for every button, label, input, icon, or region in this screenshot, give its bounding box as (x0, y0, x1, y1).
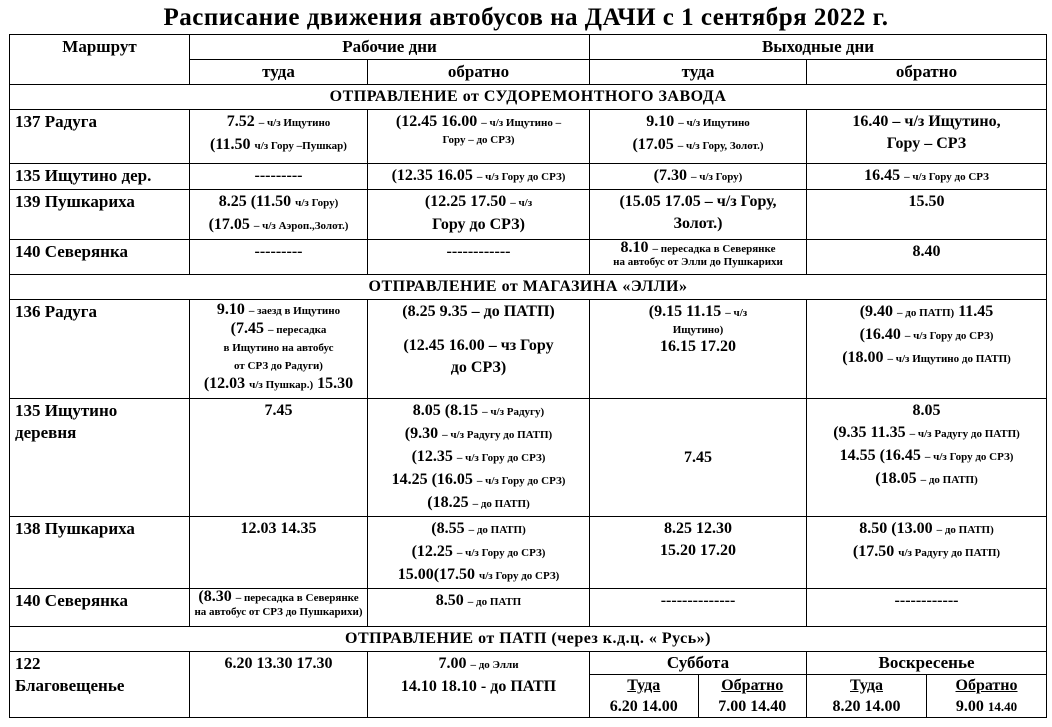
sat-there-times: 6.20 14.00 (609, 698, 678, 715)
cell-we-there: (9.15 11.15 – ч/з Ищутино) 16.15 17.20 (590, 300, 807, 399)
cell-saturday (590, 652, 807, 718)
sunday-table (807, 652, 1046, 717)
table-row (10, 110, 1047, 164)
cell-we-back: 8.50 (13.00 – до ПАТП) (17.50 ч/з Радугу до ПАТП) (807, 517, 1047, 589)
saturday-label: Суббота (590, 652, 806, 675)
header-weekends: Выходные дни (590, 35, 1047, 60)
route-name: 140 Северянка (10, 240, 190, 275)
cell-wd-back: (12.35 16.05 – ч/з Гору до СРЗ) (368, 164, 590, 190)
cell-wd-there: 7.45 (190, 399, 368, 517)
cell-we-there: 9.10 – ч/з Ищутино (17.05 – ч/з Гору, Золот.) (590, 110, 807, 164)
cell-wd-back: (8.55 – до ПАТП) (12.25 – ч/з Гору до СРЗ) 15.00(17.50 ч/з Гору до СРЗ) (368, 517, 590, 589)
cell-wd-back: ------------ (368, 240, 590, 275)
cell-wd-back: (12.45 16.00 – ч/з Ищутино – Гору – до СРЗ) (368, 110, 590, 164)
cell-we-there: 8.25 12.30 15.20 17.20 (590, 517, 807, 589)
table-row (10, 399, 1047, 517)
cell-sunday (807, 652, 1047, 718)
sun-back-label: Обратно (927, 675, 1047, 697)
route-name: 122 Благовещенье (10, 652, 190, 718)
header-wd-there: туда (190, 60, 368, 85)
section-elli: ОТПРАВЛЕНИЕ от МАГАЗИНА «ЭЛЛИ» (10, 275, 1047, 300)
cell-we-there: 7.45 (590, 399, 807, 517)
cell-we-back: (9.40 – до ПАТП) 11.45 (16.40 – ч/з Гору до СРЗ) (18.00 – ч/з Ищутино до ПАТП) (807, 300, 1047, 399)
table-row (10, 240, 1047, 275)
table-row (10, 300, 1047, 399)
header-route: Маршрут (10, 35, 190, 85)
header-weekdays: Рабочие дни (190, 35, 590, 60)
cell-wd-back: (8.25 9.35 – до ПАТП) (12.45 16.00 – чз Гору до СРЗ) (368, 300, 590, 399)
route-name: 136 Радуга (10, 300, 190, 399)
route-name: 138 Пушкариха (10, 517, 190, 589)
cell-wd-back: 7.00 – до Элли 14.10 18.10 - до ПАТП (368, 652, 590, 718)
sun-there-label: Туда (850, 677, 883, 694)
sun-there-times: 8.20 14.00 (832, 698, 901, 715)
cell-we-back: 8.40 (807, 240, 1047, 275)
cell-we-there: (15.05 17.05 – ч/з Гору, Золот.) (590, 190, 807, 240)
sat-there-label: Туда (627, 677, 661, 694)
header-wd-back: обратно (368, 60, 590, 85)
cell-wd-back: (12.25 17.50 – ч/з Гору до СРЗ) (368, 190, 590, 240)
route-name: 140 Северянка (10, 589, 190, 627)
table-row (10, 652, 1047, 718)
sat-back-label: Обратно (698, 675, 806, 697)
cell-we-there: -------------- (590, 589, 807, 627)
section-srz: ОТПРАВЛЕНИЕ от СУДОРЕМОНТНОГО ЗАВОДА (10, 85, 1047, 110)
route-name: 137 Радуга (10, 110, 190, 164)
table-row (10, 164, 1047, 190)
cell-wd-back: 8.05 (8.15 – ч/з Радугу) (9.30 – ч/з Радугу до ПАТП) (12.35 – ч/з Гору до СРЗ) 14.25 (16.05 – ч/з Гору до СРЗ) (18.25 – до ПАТП) (368, 399, 590, 517)
route-name: 135 Ищутино дер. (10, 164, 190, 190)
page-title: Расписание движения автобусов на ДАЧИ с 1 сентября 2022 г. (163, 4, 889, 31)
cell-we-there: (7.30 – ч/з Гору) (590, 164, 807, 190)
cell-wd-there: (8.30 – пересадка в Северянке на автобус от СРЗ до Пушкарихи) (190, 589, 368, 627)
cell-wd-there: --------- (190, 240, 368, 275)
cell-wd-there: 6.20 13.30 17.30 (190, 652, 368, 718)
route-name: 139 Пушкариха (10, 190, 190, 240)
cell-we-back: 16.40 – ч/з Ищутино, Гору – СРЗ (807, 110, 1047, 164)
cell-wd-there: 8.25 (11.50 ч/з Гору) (17.05 – ч/з Аэроп.,Золот.) (190, 190, 368, 240)
header-we-back: обратно (807, 60, 1047, 85)
table-row (10, 589, 1047, 627)
cell-we-back: 15.50 (807, 190, 1047, 240)
cell-wd-there: --------- (190, 164, 368, 190)
route-name: 135 Ищутино деревня (10, 399, 190, 517)
cell-wd-there: 9.10 – заезд в Ищутино (7.45 – пересадка в Ищутино на автобус от СРЗ до Радуги) (12.03 ч/з Пушкар.) 15.30 (190, 300, 368, 399)
cell-we-back: 8.05 (9.35 11.35 – ч/з Радугу до ПАТП) 14.55 (16.45 – ч/з Гору до СРЗ) (18.05 – до ПАТП) (807, 399, 1047, 517)
table-row (10, 190, 1047, 240)
table-row (10, 517, 1047, 589)
sunday-label: Воскресенье (807, 652, 1046, 675)
schedule-table (9, 34, 1047, 718)
cell-we-there: 8.10 – пересадка в Северянке на автобус от Элли до Пушкарихи (590, 240, 807, 275)
cell-we-back: 16.45 – ч/з Гору до СРЗ (807, 164, 1047, 190)
cell-wd-back: 8.50 – до ПАТП (368, 589, 590, 627)
cell-wd-there: 7.52 – ч/з Ищутино (11.50 ч/з Гору –Пушкар) (190, 110, 368, 164)
header-we-there: туда (590, 60, 807, 85)
saturday-table (590, 652, 806, 717)
cell-wd-there: 12.03 14.35 (190, 517, 368, 589)
sun-back-times: 9.00 14.40 (927, 696, 1047, 717)
section-patp: ОТПРАВЛЕНИЕ от ПАТП (через к.д.ц. « Русь») (10, 627, 1047, 652)
sat-back-times: 7.00 14.40 (698, 696, 806, 717)
cell-we-back: ------------ (807, 589, 1047, 627)
